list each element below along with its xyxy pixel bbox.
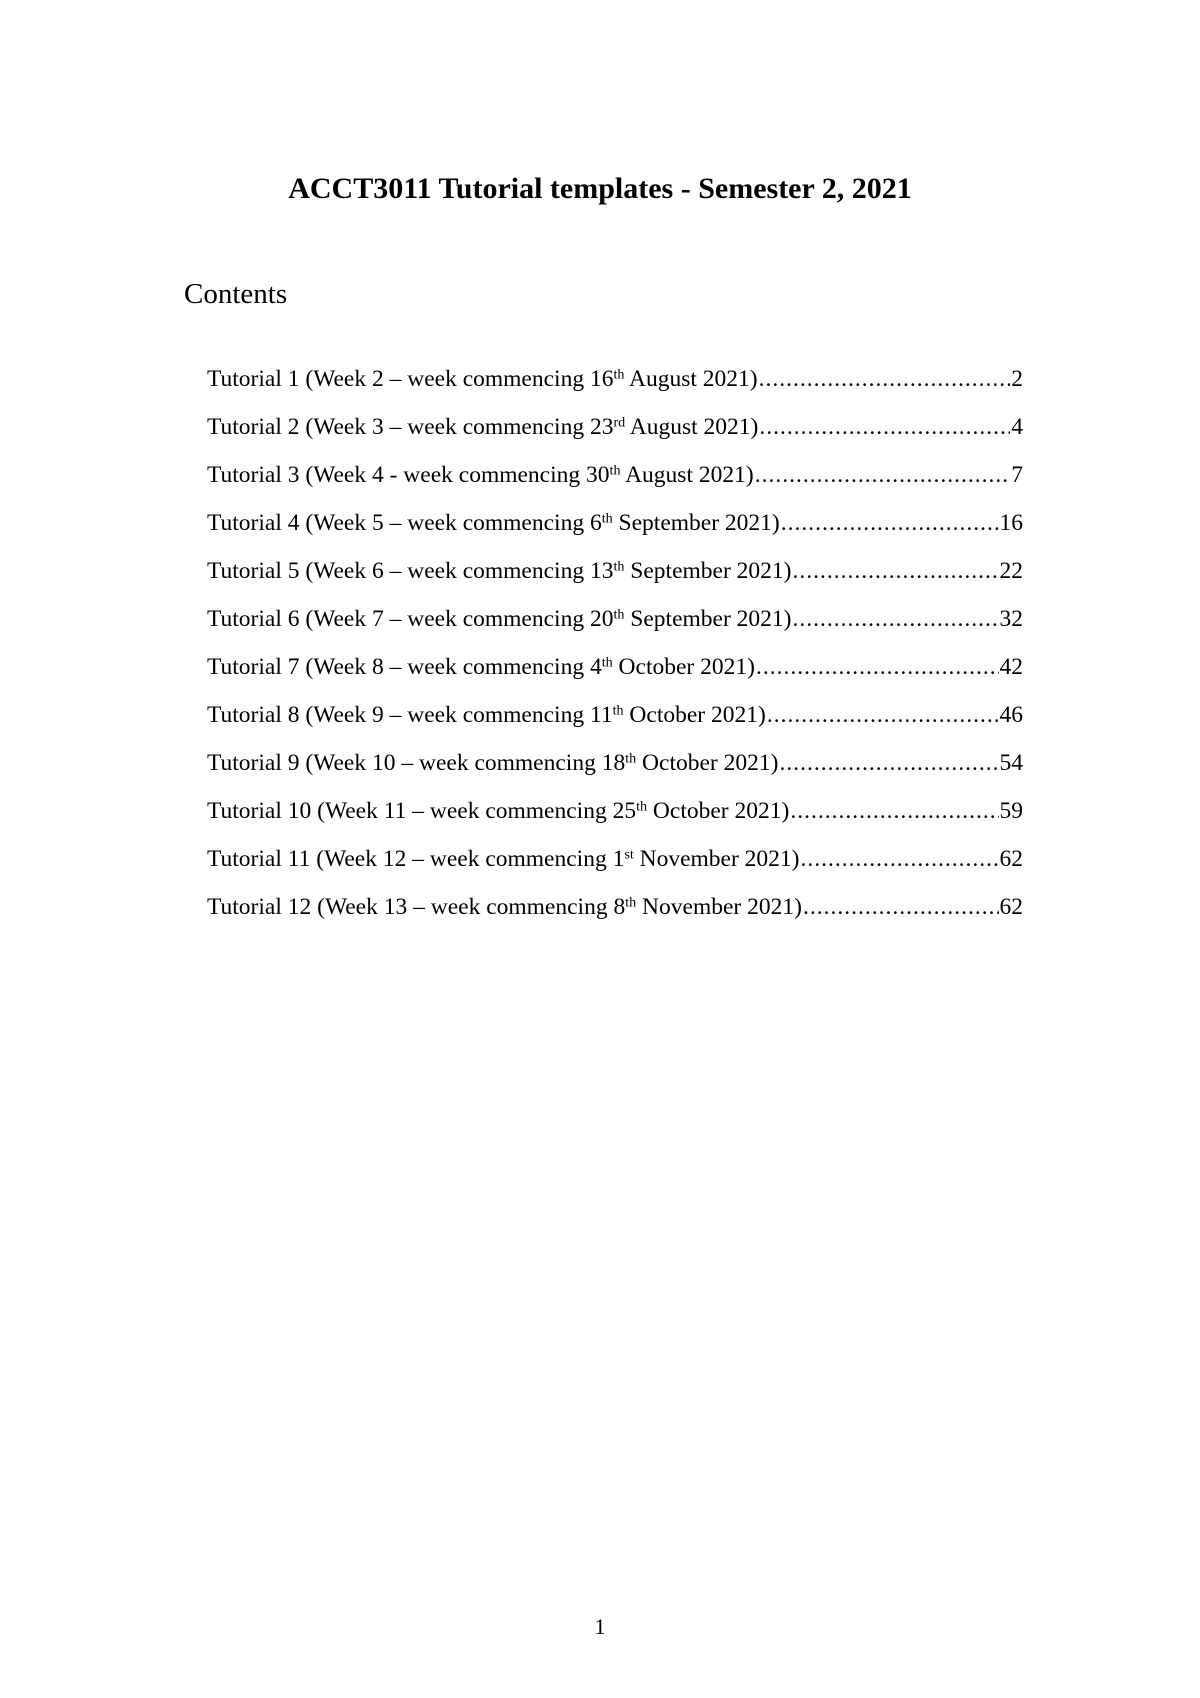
toc-page-number: 4 [1011, 414, 1023, 440]
toc-leader-dots [767, 702, 999, 729]
toc-entry-text: Tutorial 7 (Week 8 – week commencing 4th October 2021) [207, 654, 755, 680]
toc-page-number: 59 [999, 798, 1023, 824]
toc-entry-tutorial-7[interactable] [207, 654, 1023, 702]
toc-entry-text: Tutorial 4 (Week 5 – week commencing 6th September 2021) [207, 510, 780, 536]
toc-page-number: 42 [999, 654, 1023, 680]
toc-page-number: 7 [1011, 462, 1023, 488]
toc-entry-text: Tutorial 3 (Week 4 - week commencing 30th August 2021) [207, 462, 754, 488]
toc-page-number: 22 [999, 558, 1023, 584]
toc-leader-dots [790, 798, 998, 825]
contents-heading: Contents [184, 278, 288, 310]
toc-page-number: 62 [999, 846, 1023, 872]
toc-entry-text: Tutorial 12 (Week 13 – week commencing 8th November 2021) [207, 894, 802, 920]
toc-leader-dots [793, 558, 999, 585]
toc-entry-tutorial-1[interactable] [207, 366, 1023, 414]
toc-entry-text: Tutorial 6 (Week 7 – week commencing 20th September 2021) [207, 606, 792, 632]
toc-entry-tutorial-11[interactable] [207, 846, 1023, 894]
toc-entry-text: Tutorial 1 (Week 2 – week commencing 16th August 2021) [207, 366, 758, 392]
toc-page-number: 46 [999, 702, 1023, 728]
toc-entry-text: Tutorial 10 (Week 11 – week commencing 25th October 2021) [207, 798, 790, 824]
toc-entry-tutorial-3[interactable] [207, 462, 1023, 510]
toc-entry-tutorial-2[interactable] [207, 414, 1023, 462]
toc-entry-text: Tutorial 2 (Week 3 – week commencing 23rd August 2021) [207, 414, 759, 440]
toc-entry-text: Tutorial 8 (Week 9 – week commencing 11th October 2021) [207, 702, 766, 728]
toc-entry-tutorial-4[interactable] [207, 510, 1023, 558]
toc-entry-text: Tutorial 9 (Week 10 – week commencing 18th October 2021) [207, 750, 779, 776]
toc-leader-dots [781, 510, 999, 537]
toc-entry-tutorial-8[interactable] [207, 702, 1023, 750]
page-number: 1 [594, 1614, 606, 1639]
toc-entry-tutorial-9[interactable] [207, 750, 1023, 798]
toc-entry-text: Tutorial 11 (Week 12 – week commencing 1st November 2021) [207, 846, 800, 872]
toc-entry-text: Tutorial 5 (Week 6 – week commencing 13th September 2021) [207, 558, 792, 584]
toc-leader-dots [756, 654, 999, 681]
toc-page-number: 54 [999, 750, 1023, 776]
toc-leader-dots [759, 366, 1011, 393]
toc-page-number: 16 [999, 510, 1023, 536]
toc-leader-dots [801, 846, 999, 873]
toc-leader-dots [779, 750, 998, 777]
toc-leader-dots [759, 414, 1010, 441]
toc-entry-tutorial-5[interactable] [207, 558, 1023, 606]
toc-leader-dots [755, 462, 1011, 489]
toc-leader-dots [803, 894, 999, 921]
table-of-contents [207, 366, 1023, 942]
toc-entry-tutorial-10[interactable] [207, 798, 1023, 846]
toc-page-number: 32 [999, 606, 1023, 632]
toc-leader-dots [793, 606, 999, 633]
toc-page-number: 2 [1011, 366, 1023, 392]
toc-page-number: 62 [999, 894, 1023, 920]
document-title: ACCT3011 Tutorial templates - Semester 2, 2021 [288, 172, 912, 205]
toc-entry-tutorial-6[interactable] [207, 606, 1023, 654]
toc-entry-tutorial-12[interactable] [207, 894, 1023, 942]
